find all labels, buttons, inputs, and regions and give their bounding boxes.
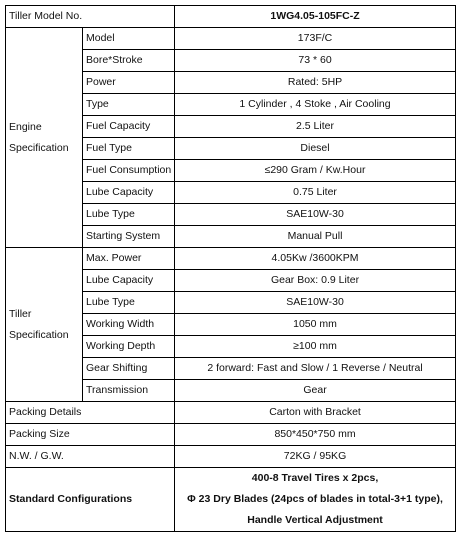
standard-config-label: Standard Configurations xyxy=(6,468,175,532)
row-label: Gear Shifting xyxy=(83,358,175,380)
standard-config-value xyxy=(175,468,456,532)
model-no-label: Tiller Model No. xyxy=(6,6,175,28)
row-value: 1 Cylinder , 4 Stoke , Air Cooling xyxy=(175,94,456,116)
row-label: Lube Type xyxy=(83,204,175,226)
row-value: Rated: 5HP xyxy=(175,72,456,94)
table-row xyxy=(6,248,456,270)
model-no-value: 1WG4.05-105FC-Z xyxy=(175,6,456,28)
row-label: Fuel Consumption xyxy=(83,160,175,182)
tiller-spec-table xyxy=(5,5,456,532)
row-label: Type xyxy=(83,94,175,116)
table-row xyxy=(6,446,456,468)
row-value: 173F/C xyxy=(175,28,456,50)
weight-value: 72KG / 95KG xyxy=(175,446,456,468)
weight-label: N.W. / G.W. xyxy=(6,446,175,468)
row-label: Max. Power xyxy=(83,248,175,270)
row-value: Gear xyxy=(175,380,456,402)
tiller-spec-group-label: Tiller Specification xyxy=(6,248,83,402)
row-value: 2.5 Liter xyxy=(175,116,456,138)
row-label: Starting System xyxy=(83,226,175,248)
row-value: 4.05Kw /3600KPM xyxy=(175,248,456,270)
row-label: Working Depth xyxy=(83,336,175,358)
row-label: Working Width xyxy=(83,314,175,336)
row-label: Lube Type xyxy=(83,292,175,314)
table-row xyxy=(6,6,456,28)
row-label: Bore*Stroke xyxy=(83,50,175,72)
table-row xyxy=(6,424,456,446)
row-value: Gear Box: 0.9 Liter xyxy=(175,270,456,292)
standard-config-line: Φ 23 Dry Blades (24pcs of blades in total-3+1 type), xyxy=(187,493,443,505)
row-label: Lube Capacity xyxy=(83,182,175,204)
row-value: 2 forward: Fast and Slow / 1 Reverse / Neutral xyxy=(175,358,456,380)
row-value: Diesel xyxy=(175,138,456,160)
row-value: 1050 mm xyxy=(175,314,456,336)
row-value: 0.75 Liter xyxy=(175,182,456,204)
row-label: Power xyxy=(83,72,175,94)
spec-table-container xyxy=(5,5,455,532)
packing-size-value: 850*450*750 mm xyxy=(175,424,456,446)
row-label: Fuel Capacity xyxy=(83,116,175,138)
row-value: ≤290 Gram / Kw.Hour xyxy=(175,160,456,182)
table-row xyxy=(6,402,456,424)
row-label: Fuel Type xyxy=(83,138,175,160)
engine-spec-group-label: Engine Specification xyxy=(6,28,83,248)
row-value: ≥100 mm xyxy=(175,336,456,358)
row-value: Manual Pull xyxy=(175,226,456,248)
row-value: 73 * 60 xyxy=(175,50,456,72)
row-label: Lube Capacity xyxy=(83,270,175,292)
packing-details-value: Carton with Bracket xyxy=(175,402,456,424)
packing-size-label: Packing Size xyxy=(6,424,175,446)
row-value: SAE10W-30 xyxy=(175,292,456,314)
row-label: Model xyxy=(83,28,175,50)
row-value: SAE10W-30 xyxy=(175,204,456,226)
row-label: Transmission xyxy=(83,380,175,402)
standard-config-line: Handle Vertical Adjustment xyxy=(247,514,383,526)
packing-details-label: Packing Details xyxy=(6,402,175,424)
standard-config-line: 400-8 Travel Tires x 2pcs, xyxy=(251,472,379,484)
table-row xyxy=(6,468,456,532)
table-row xyxy=(6,28,456,50)
